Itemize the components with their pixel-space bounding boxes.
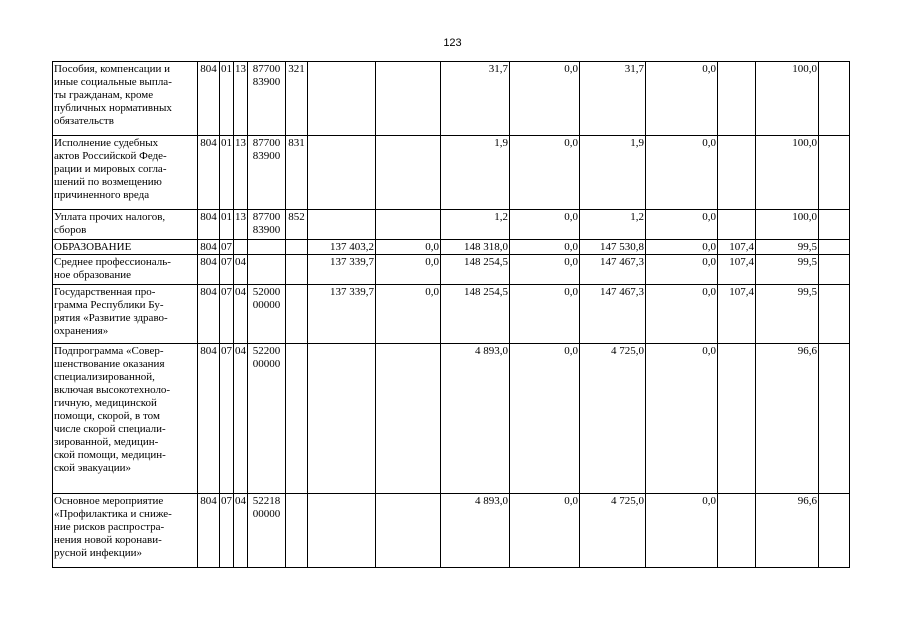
- section-code: 07: [220, 494, 234, 568]
- target-article-code: [248, 255, 286, 285]
- row-name: Среднее профессиональ- ное образование: [53, 255, 198, 285]
- value-cell: [819, 210, 850, 240]
- table-row: [53, 210, 850, 240]
- value-cell: 0,0: [510, 255, 580, 285]
- value-cell: [819, 344, 850, 494]
- value-cell: 107,4: [718, 240, 756, 255]
- value-cell: [819, 136, 850, 210]
- value-cell: [819, 255, 850, 285]
- subsection-code: [234, 240, 248, 255]
- value-cell: 0,0: [510, 344, 580, 494]
- ved-code: 804: [198, 285, 220, 344]
- value-cell: 0,0: [376, 285, 441, 344]
- ved-code: 804: [198, 494, 220, 568]
- section-code: 01: [220, 210, 234, 240]
- value-cell: [376, 344, 441, 494]
- value-cell: 107,4: [718, 285, 756, 344]
- value-cell: 96,6: [756, 494, 819, 568]
- value-cell: 99,5: [756, 285, 819, 344]
- value-cell: 148 254,5: [441, 255, 510, 285]
- subsection-code: 13: [234, 62, 248, 136]
- budget-table: [52, 61, 850, 568]
- table-row: [53, 62, 850, 136]
- ved-code: 804: [198, 136, 220, 210]
- value-cell: [308, 136, 376, 210]
- value-cell: 0,0: [646, 344, 718, 494]
- expense-type-code: [286, 255, 308, 285]
- value-cell: [376, 62, 441, 136]
- expense-type-code: [286, 240, 308, 255]
- target-article-code: 52200 00000: [248, 344, 286, 494]
- value-cell: 0,0: [510, 210, 580, 240]
- value-cell: 1,2: [580, 210, 646, 240]
- row-name: Подпрограмма «Совер- шенствование оказания специализированной, включая высокотехноло- гичную, медицинской помощи, скорой, в том числе скорой специали- зированной, медицин- ской помощи, медицин- ской эвакуации»: [53, 344, 198, 494]
- target-article-code: 87700 83900: [248, 62, 286, 136]
- subsection-code: 04: [234, 344, 248, 494]
- value-cell: 100,0: [756, 136, 819, 210]
- value-cell: 137 339,7: [308, 285, 376, 344]
- value-cell: 96,6: [756, 344, 819, 494]
- target-article-code: 87700 83900: [248, 210, 286, 240]
- expense-type-code: 852: [286, 210, 308, 240]
- value-cell: [819, 240, 850, 255]
- value-cell: 0,0: [646, 255, 718, 285]
- table-row: [53, 285, 850, 344]
- table-row: [53, 136, 850, 210]
- target-article-code: 87700 83900: [248, 136, 286, 210]
- value-cell: 31,7: [441, 62, 510, 136]
- ved-code: 804: [198, 62, 220, 136]
- value-cell: 137 339,7: [308, 255, 376, 285]
- value-cell: [376, 210, 441, 240]
- value-cell: 99,5: [756, 255, 819, 285]
- expense-type-code: 831: [286, 136, 308, 210]
- ved-code: 804: [198, 210, 220, 240]
- value-cell: 0,0: [510, 62, 580, 136]
- ved-code: 804: [198, 344, 220, 494]
- row-name: Уплата прочих налогов, сборов: [53, 210, 198, 240]
- value-cell: [718, 136, 756, 210]
- value-cell: [308, 62, 376, 136]
- value-cell: 4 893,0: [441, 494, 510, 568]
- value-cell: 107,4: [718, 255, 756, 285]
- row-name: Основное мероприятие «Профилактика и сниже- ние рисков распростра- нения новой коронави- русной инфекции»: [53, 494, 198, 568]
- section-code: 07: [220, 344, 234, 494]
- value-cell: 0,0: [510, 240, 580, 255]
- table-row: [53, 494, 850, 568]
- value-cell: [718, 210, 756, 240]
- expense-type-code: [286, 344, 308, 494]
- row-name: Государственная про- грамма Республики Бу- рятия «Развитие здраво- охранения»: [53, 285, 198, 344]
- value-cell: [308, 210, 376, 240]
- value-cell: 1,9: [441, 136, 510, 210]
- value-cell: 148 254,5: [441, 285, 510, 344]
- subsection-code: 13: [234, 210, 248, 240]
- value-cell: 1,2: [441, 210, 510, 240]
- value-cell: 0,0: [646, 240, 718, 255]
- value-cell: [718, 344, 756, 494]
- value-cell: [819, 494, 850, 568]
- value-cell: 137 403,2: [308, 240, 376, 255]
- value-cell: 0,0: [646, 210, 718, 240]
- row-name: Исполнение судебных актов Российской Феде- рации и мировых согла- шений по возмещению причиненного вреда: [53, 136, 198, 210]
- row-name: Пособия, компенсации и иные социальные выпла- ты гражданам, кроме публичных нормативных обязательств: [53, 62, 198, 136]
- expense-type-code: [286, 494, 308, 568]
- value-cell: 99,5: [756, 240, 819, 255]
- table-row: [53, 255, 850, 285]
- value-cell: 0,0: [646, 136, 718, 210]
- value-cell: 31,7: [580, 62, 646, 136]
- ved-code: 804: [198, 255, 220, 285]
- ved-code: 804: [198, 240, 220, 255]
- target-article-code: 52000 00000: [248, 285, 286, 344]
- value-cell: [819, 285, 850, 344]
- target-article-code: 52218 00000: [248, 494, 286, 568]
- value-cell: 100,0: [756, 62, 819, 136]
- value-cell: 0,0: [646, 494, 718, 568]
- value-cell: 0,0: [510, 136, 580, 210]
- row-name: ОБРАЗОВАНИЕ: [53, 240, 198, 255]
- section-code: 07: [220, 255, 234, 285]
- subsection-code: 13: [234, 136, 248, 210]
- value-cell: [376, 494, 441, 568]
- value-cell: 0,0: [646, 285, 718, 344]
- value-cell: 0,0: [510, 494, 580, 568]
- value-cell: 0,0: [646, 62, 718, 136]
- value-cell: 0,0: [510, 285, 580, 344]
- value-cell: 0,0: [376, 240, 441, 255]
- value-cell: [308, 344, 376, 494]
- value-cell: 147 467,3: [580, 255, 646, 285]
- value-cell: 147 530,8: [580, 240, 646, 255]
- section-code: 07: [220, 285, 234, 344]
- expense-type-code: 321: [286, 62, 308, 136]
- target-article-code: [248, 240, 286, 255]
- value-cell: [376, 136, 441, 210]
- value-cell: [718, 62, 756, 136]
- value-cell: 1,9: [580, 136, 646, 210]
- subsection-code: 04: [234, 285, 248, 344]
- value-cell: 100,0: [756, 210, 819, 240]
- table-row: [53, 344, 850, 494]
- value-cell: 0,0: [376, 255, 441, 285]
- table-row: [53, 240, 850, 255]
- value-cell: [308, 494, 376, 568]
- section-code: 01: [220, 136, 234, 210]
- section-code: 01: [220, 62, 234, 136]
- subsection-code: 04: [234, 494, 248, 568]
- value-cell: [718, 494, 756, 568]
- value-cell: 4 893,0: [441, 344, 510, 494]
- value-cell: 4 725,0: [580, 494, 646, 568]
- page-number: 123: [443, 37, 462, 49]
- expense-type-code: [286, 285, 308, 344]
- value-cell: 4 725,0: [580, 344, 646, 494]
- subsection-code: 04: [234, 255, 248, 285]
- section-code: 07: [221, 241, 232, 253]
- value-cell: 147 467,3: [580, 285, 646, 344]
- value-cell: 148 318,0: [441, 240, 510, 255]
- value-cell: [819, 62, 850, 136]
